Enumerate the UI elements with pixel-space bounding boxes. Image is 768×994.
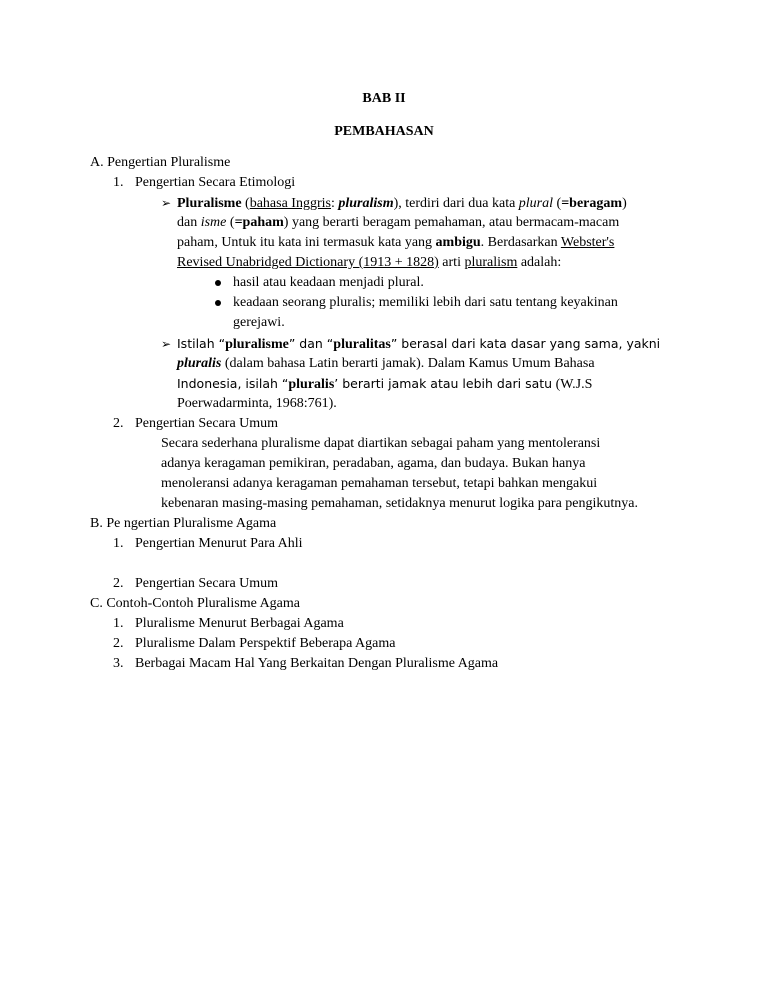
link-bahasa-inggris[interactable]: bahasa Inggris <box>249 196 331 211</box>
section-b-item2-title: Pengertian Secara Umum <box>135 576 279 591</box>
text-fragment: ” berasal dari kata dasar yang sama, yakni <box>390 336 661 351</box>
umum-paragraph-line4: kebenaran masing-masing pemahaman, setidaknya menurut logika para pengikutnya. <box>161 496 639 511</box>
text-fragment: ( <box>241 196 250 211</box>
section-c-heading: C. Contoh-Contoh Pluralisme Agama <box>90 596 300 611</box>
section-c-item1-number: 1. <box>113 616 124 631</box>
section-b-item1-title: Pengertian Menurut Para Ahli <box>135 536 303 551</box>
text-fragment: ” dan “ <box>288 336 334 351</box>
text-fragment: ) yang berarti beragam pemahaman, atau bermacam-macam <box>283 215 620 230</box>
text-fragment: adalah: <box>517 255 562 270</box>
bullet-item-2: keadaan seorang pluralis; memiliki lebih dari satu tentang keyakinan <box>233 295 618 310</box>
term-plural: plural <box>518 196 554 211</box>
section-a-item2-number: 2. <box>113 416 124 431</box>
istilah-paragraph-line4: Poerwadarminta, 1968:761). <box>177 396 337 411</box>
chapter-heading: BAB II <box>362 91 406 106</box>
term-paham: =paham <box>234 215 284 230</box>
etymology-paragraph-line2 <box>177 213 619 233</box>
term-pluralis: pluralis <box>288 377 335 392</box>
section-a-heading: A. Pengertian Pluralisme <box>90 155 231 170</box>
term-isme: isme <box>200 215 227 230</box>
etymology-paragraph-line4 <box>177 253 561 273</box>
link-websters[interactable]: Webster's <box>560 235 615 250</box>
text-fragment: ), terdiri dari dua kata <box>393 196 519 211</box>
etymology-paragraph-line1 <box>161 193 627 213</box>
text-fragment: : <box>330 196 339 211</box>
section-c-item1-title: Pluralisme Menurut Berbagai Agama <box>135 616 344 631</box>
bullet-dot-icon <box>215 280 221 286</box>
text-fragment: . Berdasarkan <box>480 235 561 250</box>
section-c-item3-title: Berbagai Macam Hal Yang Berkaitan Dengan Pluralisme Agama <box>135 656 499 671</box>
bullet-item-2-continuation: gerejawi. <box>233 315 285 330</box>
text-fragment: ( <box>553 196 562 211</box>
term-pluralitas: pluralitas <box>333 337 391 352</box>
istilah-paragraph-line2 <box>177 354 595 374</box>
umum-paragraph-line2: adanya keragaman pemikiran, peradaban, agama, dan budaya. Bukan hanya <box>161 456 586 471</box>
chapter-title: PEMBAHASAN <box>334 124 434 139</box>
term-pluralisme: Pluralisme <box>177 196 242 211</box>
section-b-heading: B. Pe ngertian Pluralisme Agama <box>90 516 277 531</box>
section-a-item1-number: 1. <box>113 175 124 190</box>
etymology-paragraph-line3 <box>177 233 614 253</box>
arrow-bullet-icon: ➢ <box>161 337 172 351</box>
link-revised-dictionary[interactable]: Revised Unabridged Dictionary (1913 + 1828) <box>177 255 439 270</box>
text-fragment: ) <box>622 196 627 211</box>
section-b-item2-number: 2. <box>113 576 124 591</box>
istilah-paragraph-line3 <box>177 374 592 394</box>
text-fragment: arti <box>438 255 465 270</box>
link-pluralism[interactable]: pluralism <box>464 255 518 270</box>
text-fragment: dan <box>177 215 201 230</box>
section-c-item2-number: 2. <box>113 636 124 651</box>
text-fragment: Indonesia, isilah “ <box>177 376 289 391</box>
bullet-dot-icon <box>215 300 221 306</box>
text-fragment: ( <box>226 215 235 230</box>
text-fragment: (dalam bahasa Latin berarti jamak). Dalam Kamus Umum Bahasa <box>221 356 595 371</box>
term-pluralis: pluralis <box>177 356 222 371</box>
umum-paragraph-line3: menoleransi adanya keragaman pemahaman tersebut, tetapi bahkan mengakui <box>161 476 598 491</box>
section-b-item1-number: 1. <box>113 536 124 551</box>
section-c-item3-number: 3. <box>113 656 124 671</box>
term-pluralisme: pluralisme <box>225 337 289 352</box>
term-beragam: =beragam <box>561 196 623 211</box>
bullet-item-1: hasil atau keadaan menjadi plural. <box>233 275 424 290</box>
arrow-bullet-icon: ➢ <box>161 196 172 210</box>
text-fragment: (W.J.S <box>552 377 593 392</box>
istilah-paragraph-line1 <box>161 334 660 354</box>
term-pluralism-english: pluralism <box>338 196 394 211</box>
text-fragment: Istilah “ <box>177 336 226 351</box>
section-c-item2-title: Pluralisme Dalam Perspektif Beberapa Agama <box>135 636 396 651</box>
umum-paragraph-line1: Secara sederhana pluralisme dapat diartikan sebagai paham yang mentoleransi <box>161 436 601 451</box>
text-fragment: paham, Untuk itu kata ini termasuk kata yang <box>177 235 436 250</box>
term-ambigu: ambigu <box>435 235 481 250</box>
section-a-item1-title: Pengertian Secara Etimologi <box>135 175 296 190</box>
text-fragment: ’ berarti jamak atau lebih dari satu <box>334 376 553 391</box>
section-a-item2-title: Pengertian Secara Umum <box>135 416 279 431</box>
